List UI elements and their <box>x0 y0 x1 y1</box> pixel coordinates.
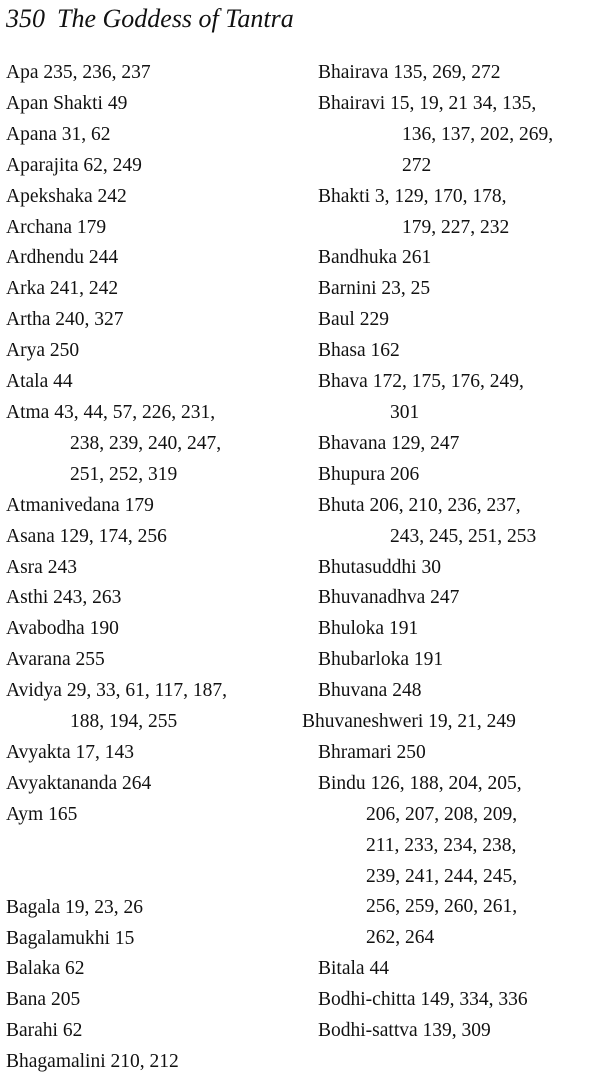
index-entry <box>6 243 291 274</box>
index-entry-line: Avarana 255 <box>6 649 105 671</box>
index-entry-line: Bhairavi 15, 19, 21 34, 135, <box>318 92 537 114</box>
index-entry-line: Bhairava 135, 269, 272 <box>318 62 501 83</box>
index-entry-continuation: 238, 239, 240, 247, <box>70 432 222 454</box>
index-entry-line: Bhava 172, 175, 176, 249, <box>318 371 524 393</box>
index-entry-continuation: 251, 252, 319 <box>70 463 178 485</box>
index-entry-line: Bhasa 162 <box>318 340 400 362</box>
index-entry-line: Apan Shakti 49 <box>6 92 128 114</box>
index-entry-line: Bhutasuddhi 30 <box>318 556 441 578</box>
index-entry-line: Archana 179 <box>6 216 107 238</box>
index-entry-line: Balaka 62 <box>6 958 85 980</box>
index-entry-continuation: 243, 245, 251, 253 <box>390 525 537 547</box>
index-entry-line: Avidya 29, 33, 61, 117, 187, <box>6 680 227 702</box>
index-entry <box>6 954 291 985</box>
index-entry <box>6 985 291 1016</box>
section-gap <box>6 831 291 893</box>
index-entry <box>318 583 600 614</box>
index-entry <box>6 274 291 305</box>
index-entry-line: Avabodha 190 <box>6 618 119 640</box>
index-entry-line: Apa 235, 236, 237 <box>6 62 151 83</box>
index-entry-line: Bhuvanadhva 247 <box>318 587 460 609</box>
index-entry <box>302 707 600 738</box>
index-entry-line: Asra 243 <box>6 556 77 578</box>
index-entry <box>6 182 291 213</box>
index-entry <box>318 429 600 460</box>
index-entry <box>318 769 600 954</box>
index-entry <box>6 924 291 955</box>
book-title: The Goddess of Tantra <box>57 4 294 33</box>
index-entry-line: Bhramari 250 <box>318 741 426 763</box>
index-entry <box>6 738 291 769</box>
index-entry-line: Barahi 62 <box>6 1020 83 1042</box>
index-entry-line: Avyakta 17, 143 <box>6 741 134 763</box>
index-entry <box>318 553 600 584</box>
index-entry-continuation: 262, 264 <box>366 927 435 949</box>
index-right-column <box>302 58 600 1047</box>
index-entry <box>6 305 291 336</box>
index-entry <box>318 460 600 491</box>
index-entry <box>6 213 291 244</box>
index-entry-line: Ardhendu 244 <box>6 247 119 269</box>
index-entry <box>6 120 291 151</box>
index-entry <box>318 243 600 274</box>
index-entry-line: Asthi 243, 263 <box>6 587 122 609</box>
index-entry <box>6 367 291 398</box>
index-entry-line: Aym 165 <box>6 803 78 825</box>
index-entry-line: Bindu 126, 188, 204, 205, <box>318 772 522 794</box>
index-entry <box>318 614 600 645</box>
index-entry-line: Atmanivedana 179 <box>6 494 154 516</box>
index-entry <box>6 800 291 831</box>
index-entry <box>318 336 600 367</box>
index-entry <box>6 336 291 367</box>
index-entry <box>318 89 600 182</box>
index-entry <box>6 522 291 553</box>
index-entry-continuation: 188, 194, 255 <box>70 711 178 733</box>
index-entry <box>318 274 600 305</box>
index-entry-line: Bhubarloka 191 <box>318 649 444 671</box>
index-entry-line: Bhuvana 248 <box>318 680 422 702</box>
index-entry-line: Bodhi-chitta 149, 334, 336 <box>318 989 528 1011</box>
index-entry <box>318 1016 600 1047</box>
index-entry-line: Apana 31, 62 <box>6 123 111 145</box>
page-number: 350 <box>6 4 45 33</box>
index-entry-line: Bandhuka 261 <box>318 247 432 269</box>
index-entry-continuation: 211, 233, 234, 238, <box>366 834 517 856</box>
index-entry <box>6 491 291 522</box>
index-entry-line: Bitala 44 <box>318 958 389 980</box>
index-entry-continuation: 179, 227, 232 <box>402 216 510 238</box>
index-entry <box>318 367 600 429</box>
index-entry-line: Bodhi-sattva 139, 309 <box>318 1020 491 1042</box>
index-entry <box>318 954 600 985</box>
index-entry <box>318 58 600 89</box>
index-entry-line: Bhupura 206 <box>318 463 420 485</box>
index-entry-line: Avyaktananda 264 <box>6 772 152 794</box>
index-entry <box>6 553 291 584</box>
index-entry-line: Atala 44 <box>6 371 73 393</box>
index-entry-line: Arya 250 <box>6 340 80 362</box>
index-entry <box>318 985 600 1016</box>
index-entry <box>318 738 600 769</box>
index-entry-line: Barnini 23, 25 <box>318 278 431 300</box>
index-entry-line: Bhuloka 191 <box>318 618 419 640</box>
index-entry <box>6 89 291 120</box>
index-entry <box>6 151 291 182</box>
index-entry-line: Bagala 19, 23, 26 <box>6 896 144 918</box>
index-entry <box>6 398 291 491</box>
index-entry <box>318 305 600 336</box>
index-entry <box>318 182 600 244</box>
index-entry <box>318 491 600 553</box>
index-entry-line: Aparajita 62, 249 <box>6 154 142 176</box>
index-entry-line: Atma 43, 44, 57, 226, 231, <box>6 401 216 423</box>
index-entry-line: Arka 241, 242 <box>6 278 119 300</box>
index-entry-continuation: 136, 137, 202, 269, <box>402 123 554 145</box>
index-entry <box>6 645 291 676</box>
index-entry-line: Bhuvaneshweri 19, 21, 249 <box>302 711 516 733</box>
index-entry-line: Bhakti 3, 129, 170, 178, <box>318 185 507 207</box>
index-entry-line: Bhavana 129, 247 <box>318 432 460 454</box>
index-entry-line: Bhuta 206, 210, 236, 237, <box>318 494 521 516</box>
index-entry <box>6 1016 291 1047</box>
index-entry-line: Bhagamalini 210, 212 <box>6 1051 179 1073</box>
index-entry <box>6 583 291 614</box>
index-entry-line: Baul 229 <box>318 309 389 331</box>
index-entry <box>318 645 600 676</box>
index-entry <box>6 1047 291 1078</box>
page-header <box>6 2 294 36</box>
index-entry <box>6 614 291 645</box>
index-entry-line: Bagalamukhi 15 <box>6 927 135 949</box>
index-entry-continuation: 206, 207, 208, 209, <box>366 803 518 825</box>
index-entry <box>6 893 291 924</box>
index-entry-line: Bana 205 <box>6 989 81 1011</box>
index-entry <box>6 769 291 800</box>
index-entry-continuation: 239, 241, 244, 245, <box>366 865 518 887</box>
index-entry-line: Artha 240, 327 <box>6 309 124 331</box>
index-entry-continuation: 272 <box>402 154 432 176</box>
index-entry <box>318 676 600 707</box>
index-entry <box>6 676 291 738</box>
index-entry-continuation: 256, 259, 260, 261, <box>366 896 518 918</box>
index-entry-line: Apekshaka 242 <box>6 185 127 207</box>
index-entry <box>6 58 291 89</box>
index-entry-continuation: 301 <box>390 401 420 423</box>
index-left-column <box>6 58 291 1078</box>
index-entry-line: Asana 129, 174, 256 <box>6 525 167 547</box>
